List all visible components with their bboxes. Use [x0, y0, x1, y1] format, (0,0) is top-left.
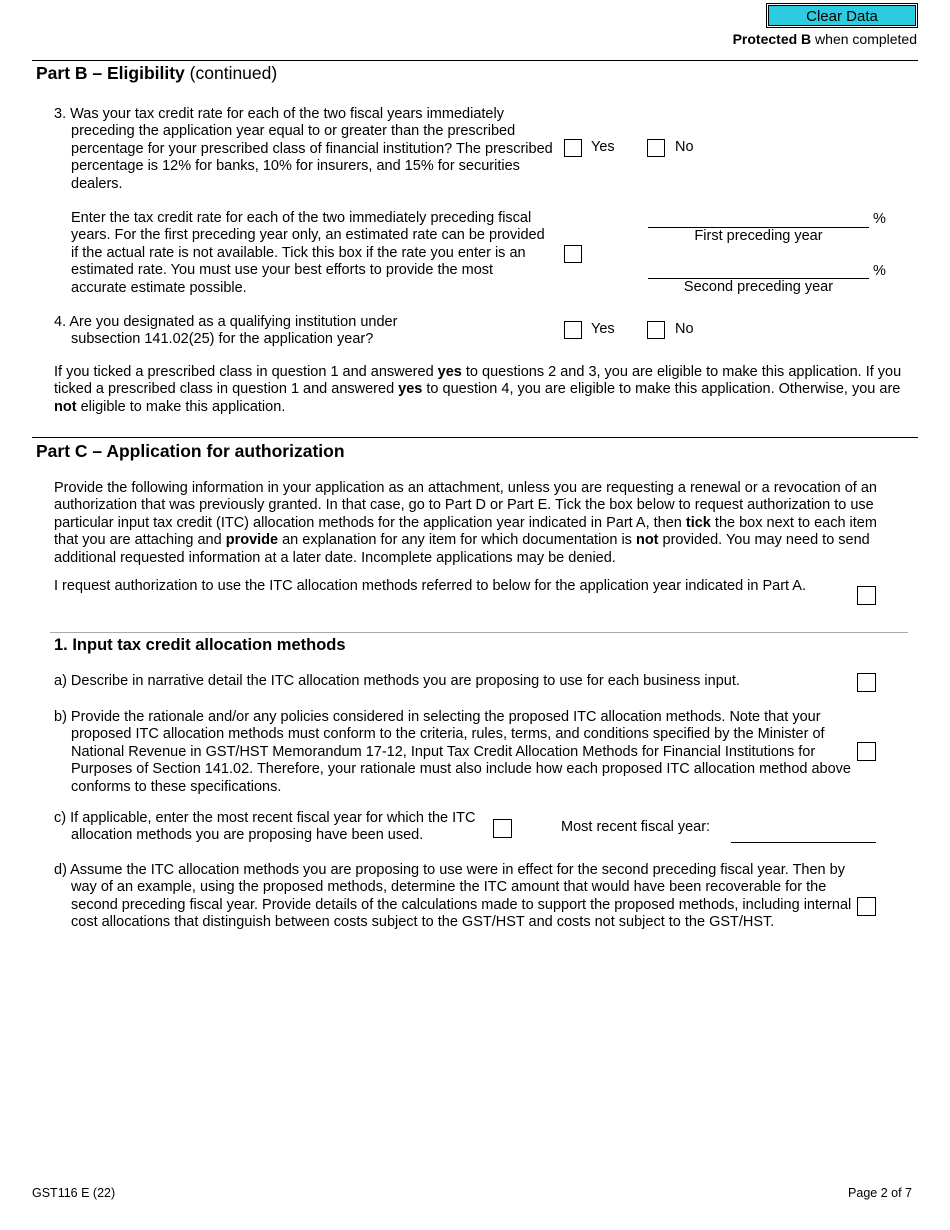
first-preceding-year-input[interactable]: [648, 210, 869, 227]
q3-yes-label: Yes: [591, 139, 615, 155]
part-c-intro: [54, 480, 904, 567]
request-authorization-text: I request authorization to use the ITC allocation methods referred to below for the application year indicated in Part A.: [54, 578, 807, 594]
part-b-title-text: Part B – Eligibility: [36, 63, 185, 83]
part-b-title-suffix: (continued): [184, 63, 278, 83]
second-percent-sign: %: [873, 263, 886, 279]
request-authorization-checkbox[interactable]: [857, 586, 876, 605]
question-3-text: 3. Was your tax credit rate for each of the two fiscal years immediately preceding the application year equal to or greater than the prescribed percentage for your prescribed class of financial institution? The prescribed percentage is 12% for banks, 10% for insurers, and 15% for securities dealers.: [54, 106, 553, 192]
summary-bold-1: yes: [437, 364, 462, 380]
intro-text-2: the box next to each item that you are attaching and: [54, 514, 877, 549]
intro-text-4: provided. You may need to send additional requested information at a later date. Incomplete applications may be denied.: [54, 532, 870, 566]
fiscal-year-field-line: [731, 842, 876, 843]
part-c-title: Part C – Application for authorization: [36, 441, 345, 461]
divider: [32, 60, 918, 61]
item-d-checkbox[interactable]: [857, 897, 876, 916]
q4-yes-label: Yes: [591, 321, 615, 337]
intro-text-1: Provide the following information in your application as an attachment, unless you are requesting a renewal or a revocation of an authorization that was previously granted. In that case, go to Part D or Part E. Tick the box below to request authorization to use particular input tax credit (ITC) allocation methods for the application year indicated in Part A, then: [54, 480, 877, 531]
summary-bold-2: yes: [398, 381, 423, 398]
protected-status: [733, 31, 917, 48]
item-a-text: a) Describe in narrative detail the ITC allocation methods you are proposing to use for each business input.: [54, 673, 740, 689]
q4-yes-checkbox[interactable]: [564, 321, 582, 339]
intro-bold-2: provide: [225, 532, 279, 549]
intro-bold-1: tick: [685, 514, 711, 531]
first-preceding-year-label: First preceding year: [694, 228, 823, 244]
protected-suffix: when completed: [811, 31, 917, 47]
second-preceding-year-label: Second preceding year: [683, 279, 834, 295]
eligibility-summary: [54, 364, 904, 416]
form-id: GST116 E (22): [32, 1186, 116, 1200]
clear-data-button[interactable]: Clear Data: [768, 5, 916, 26]
second-preceding-year-input[interactable]: [648, 261, 869, 278]
page-number: Page 2 of 7: [848, 1186, 912, 1200]
summary-text-3: to question 4, you are eligible to make this application. Otherwise, you are: [422, 381, 901, 398]
part-b-title: [36, 65, 277, 82]
first-percent-sign: %: [873, 211, 886, 227]
most-recent-fiscal-year-label: Most recent fiscal year:: [561, 819, 711, 835]
item-c-text: c) If applicable, enter the most recent fiscal year for which the ITC allocation methods you are proposing have been used.: [54, 810, 476, 844]
most-recent-fiscal-year-input[interactable]: [731, 824, 876, 842]
protected-b-label: Protected B: [732, 31, 812, 47]
summary-text-4: eligible to make this application.: [76, 398, 286, 415]
item-a-checkbox[interactable]: [857, 673, 876, 692]
summary-text-1: If you ticked a prescribed class in question 1 and answered: [54, 364, 438, 380]
item-c-checkbox[interactable]: [493, 819, 512, 838]
item-d-text: d) Assume the ITC allocation methods you are proposing to use were in effect for the second preceding fiscal year. Then by way of an example, using the proposed methods, determine the ITC amount that would have been recoverable for the second preceding fiscal year. Provide details of the calculations made to support the proposed methods, including internal cost allocations that distinguish between costs subject to the GST/HST and costs not subject to the GST/HST.: [54, 862, 852, 931]
item-b-checkbox[interactable]: [857, 742, 876, 761]
question-4-text: 4. Are you designated as a qualifying institution under subsection 141.02(25) for the application year?: [54, 314, 398, 348]
q3-yes-checkbox[interactable]: [564, 139, 582, 157]
divider: [50, 632, 908, 633]
rate-entry-text: Enter the tax credit rate for each of the two immediately preceding fiscal years. For the first preceding year only, an estimated rate can be provided if the actual rate is not available. Tick this box if the rate you enter is an estimated rate. You must use your best efforts to provide the most accurate estimate possible.: [71, 210, 545, 296]
intro-bold-3: not: [635, 532, 659, 549]
intro-text-3: an explanation for any item for which documentation is: [278, 532, 636, 549]
summary-bold-3: not: [54, 398, 77, 415]
q3-no-checkbox[interactable]: [647, 139, 665, 157]
q4-no-label: No: [675, 321, 694, 337]
item-b-text: b) Provide the rationale and/or any policies considered in selecting the proposed ITC allocation methods. Note that your proposed ITC allocation methods must conform to the criteria, rules, terms, and conditions specified by the Minister of National Revenue in GST/HST Memorandum 17-12, Input Tax Credit Allocation Methods for Financial Institutions for Purposes of Section 141.02. Therefore, your rationale must also include how each proposed ITC allocation method above conforms to these specifications.: [54, 709, 851, 795]
summary-text-2: to questions 2 and 3, you are eligible to make this application. If you ticked a prescribed class in question 1 and answered: [54, 364, 902, 398]
q4-no-checkbox[interactable]: [647, 321, 665, 339]
divider: [32, 437, 918, 438]
estimated-rate-checkbox[interactable]: [564, 245, 582, 263]
q3-no-label: No: [675, 139, 694, 155]
section-1-title: 1. Input tax credit allocation methods: [54, 636, 346, 654]
